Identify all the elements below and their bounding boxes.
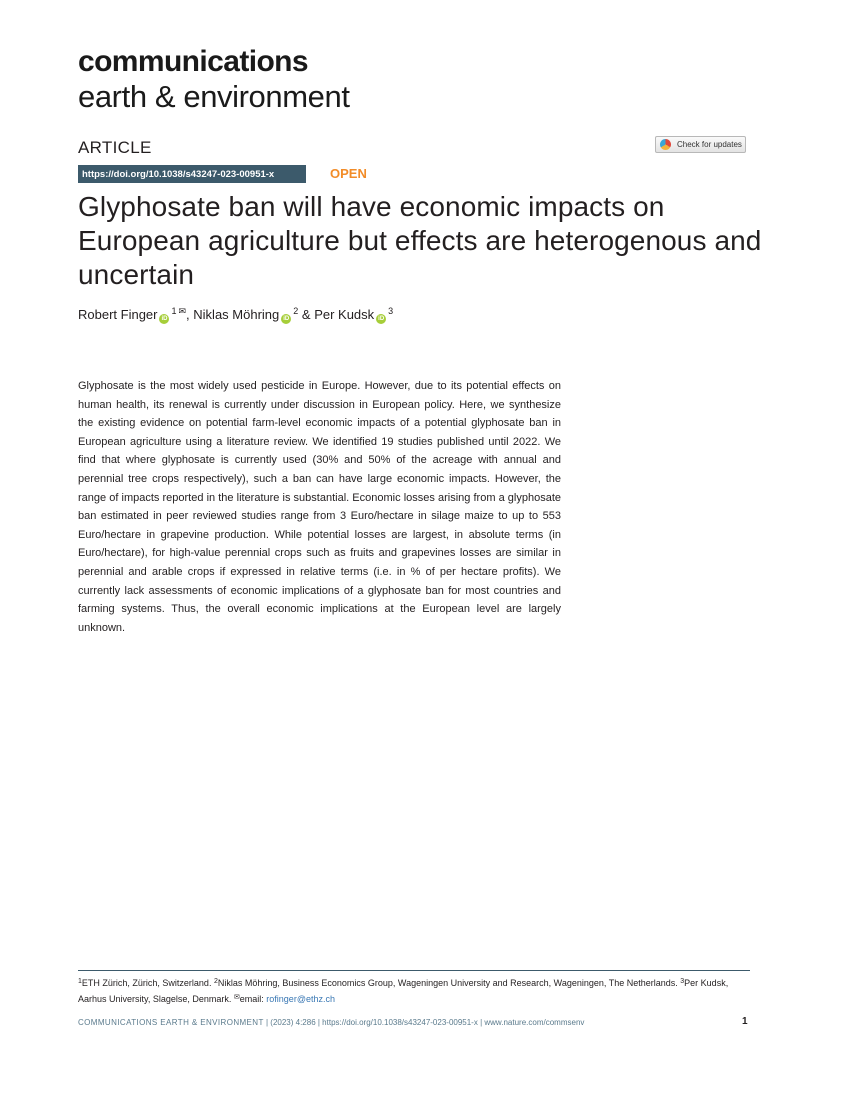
journal-logo: [78, 44, 350, 114]
crossmark-icon: [660, 139, 671, 150]
check-for-updates-button[interactable]: [655, 136, 746, 153]
author-name[interactable]: Niklas Möhring: [193, 307, 280, 322]
affiliation-number: 1: [78, 978, 82, 985]
doi-link[interactable]: https://doi.org/10.1038/s43247-023-00951-x: [78, 165, 306, 183]
footnote-divider: [78, 970, 750, 971]
author-list: [78, 306, 393, 324]
check-for-updates-label: Check for updates: [677, 140, 742, 149]
author-name[interactable]: Per Kudsk: [314, 307, 375, 322]
author-affiliation-number: 2: [293, 306, 299, 316]
orcid-icon[interactable]: iD: [161, 316, 168, 322]
author-name[interactable]: Robert Finger: [78, 307, 158, 322]
affiliation-text: ETH Zürich, Zürich, Switzerland.: [81, 978, 214, 988]
affiliation-number: 2: [213, 978, 218, 985]
affiliations-footnote: [78, 975, 750, 1006]
article-type-label: ARTICLE: [78, 138, 152, 157]
author-affiliation-number: 3: [388, 306, 394, 316]
author-affiliation-number: 1: [171, 306, 177, 316]
footer-journal-name: COMMUNICATIONS EARTH & ENVIRONMENT: [78, 1018, 264, 1027]
article-title: Glyphosate ban will have economic impacts on European agriculture but effects are heterogenous and uncertain: [78, 191, 762, 290]
author-separator: ,: [186, 307, 194, 322]
orcid-icon[interactable]: iD: [283, 316, 290, 322]
orcid-icon[interactable]: iD: [378, 316, 385, 322]
email-icon: ✉: [233, 993, 240, 1001]
email-link[interactable]: rofinger@ethz.ch: [266, 993, 335, 1004]
journal-name-line2: earth & environment: [78, 79, 350, 114]
affiliation-number: 3: [680, 978, 685, 985]
open-access-label: OPEN: [330, 166, 367, 181]
journal-name-line1: communications: [78, 45, 308, 78]
affiliation-text: Niklas Möhring, Business Economics Group, Wageningen University and Research, Wageningen, The Netherlands.: [217, 978, 681, 988]
email-label: email:: [239, 993, 267, 1004]
abstract-text: Glyphosate is the most widely used pesticide in Europe. However, due to its potential effects on human health, its renewal is currently under discussion in European policy. Here, we synthesize the existing evidence on potential farm-level economic impacts of a potential glyphosate ban in European agriculture using a literature review. We identified 19 studies published until 2022. We find that where glyphosate is currently used (30% and 50% of the acreage with annual and perennial tree crops respectively), such a ban can have large economic impacts. However, the range of impacts reported in the literature is substantial. Economic losses arising from a glyphosate ban estimated in peer reviewed studies range from 3 Euro/hectare in silage maize to up to 553 Euro/hectare in grapevine production. While potential losses are largest, in absolute terms (in Euro/hectare), for high-value perennial crops such as fruits and grapevines losses are similar in perennial and arable crops if expressed in relative terms (i.e. in % of per hectare profits). We currently lack assessments of economic implications of a glyphosate ban for most countries and farming systems. Thus, the overall economic implications at the European level are largely unknown.: [78, 380, 561, 634]
page-number: 1: [742, 1016, 748, 1027]
author-separator: &: [298, 307, 315, 322]
footer-citation: | (2023) 4:286 | https://doi.org/10.1038/s43247-023-00951-x | www.nature.com/commsenv: [263, 1018, 585, 1027]
affiliation-text: Per Kudsk, Aarhus University, Slagelse, Denmark.: [78, 978, 729, 1004]
running-footer: [78, 1018, 584, 1027]
email-icon[interactable]: ✉: [178, 306, 187, 316]
